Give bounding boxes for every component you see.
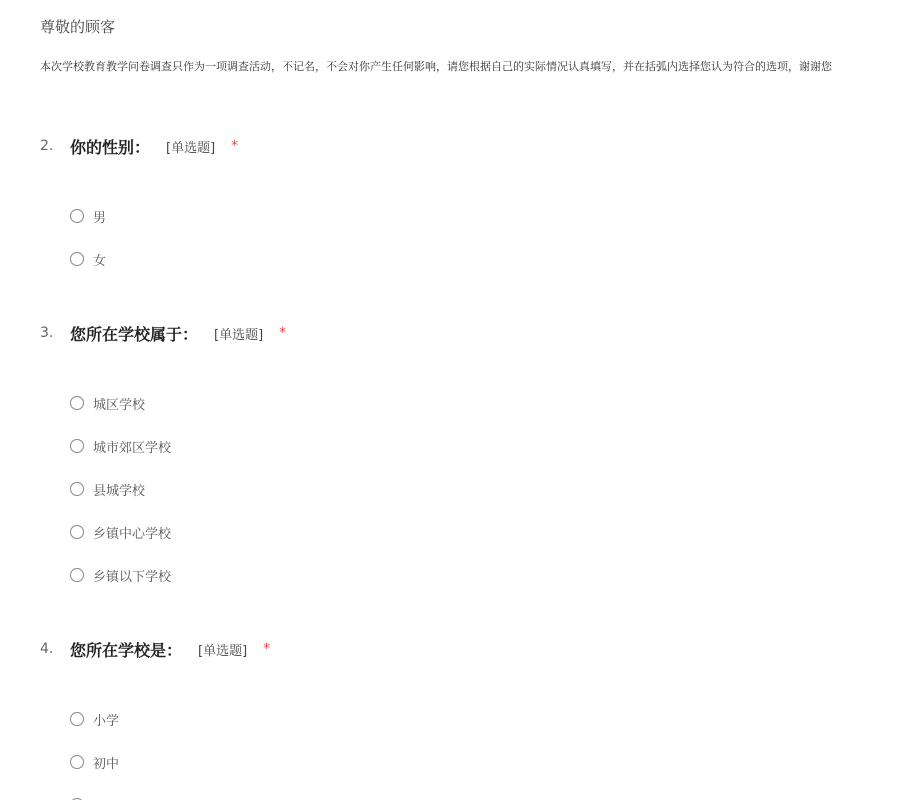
required-marker: * xyxy=(279,325,287,341)
option-label: 城市郊区学校 xyxy=(93,440,172,456)
option-partial[interactable] xyxy=(70,795,93,800)
radio-button[interactable] xyxy=(70,755,84,769)
option-female[interactable] xyxy=(70,249,106,269)
question-type: [单选题] xyxy=(166,140,216,156)
radio-button[interactable] xyxy=(70,209,84,223)
option-primary-school[interactable] xyxy=(70,709,119,729)
question-title: 你的性别： xyxy=(70,137,151,157)
question-type: [单选题] xyxy=(214,327,264,343)
required-marker: * xyxy=(263,641,271,657)
option-label: 女 xyxy=(93,253,107,269)
option-urban-school[interactable] xyxy=(70,393,145,413)
option-label: 县城学校 xyxy=(93,483,146,499)
radio-button[interactable] xyxy=(70,568,84,582)
question-gender xyxy=(40,135,880,269)
option-label: 城区学校 xyxy=(93,397,146,413)
question-school-level xyxy=(40,638,880,772)
option-male[interactable] xyxy=(70,206,106,226)
radio-button[interactable] xyxy=(70,712,84,726)
required-marker: * xyxy=(231,138,239,154)
option-label: 乡镇中心学校 xyxy=(93,526,172,542)
question-header xyxy=(40,322,880,344)
survey-intro: 本次学校教育教学问卷调查只作为一项调查活动，不记名，不会对你产生任何影响，请您根据自己的实际情况认真填写，并在括弧内选择您认为符合的选项，谢谢您 xyxy=(40,60,832,73)
question-number: 4. xyxy=(40,641,54,657)
radio-button[interactable] xyxy=(70,439,84,453)
question-header xyxy=(40,135,880,157)
question-header xyxy=(40,638,880,660)
option-town-center-school[interactable] xyxy=(70,522,171,542)
question-type: [单选题] xyxy=(198,643,248,659)
option-label: 小学 xyxy=(93,713,120,729)
radio-button[interactable] xyxy=(70,482,84,496)
option-label: 乡镇以下学校 xyxy=(93,569,172,585)
option-below-town-school[interactable] xyxy=(70,565,171,585)
radio-button[interactable] xyxy=(70,396,84,410)
question-number: 3. xyxy=(40,325,54,341)
option-county-school[interactable] xyxy=(70,479,145,499)
radio-button[interactable] xyxy=(70,252,84,266)
option-label: 初中 xyxy=(93,756,120,772)
radio-button[interactable] xyxy=(70,525,84,539)
question-school-location xyxy=(40,322,880,585)
option-suburban-school[interactable] xyxy=(70,436,171,456)
question-title: 您所在学校属于： xyxy=(70,324,199,344)
option-junior-high[interactable] xyxy=(70,752,119,772)
option-label: 男 xyxy=(93,210,107,226)
greeting-text: 尊敬的顾客 xyxy=(40,18,116,36)
question-title: 您所在学校是： xyxy=(70,640,183,660)
question-number: 2. xyxy=(40,138,54,154)
